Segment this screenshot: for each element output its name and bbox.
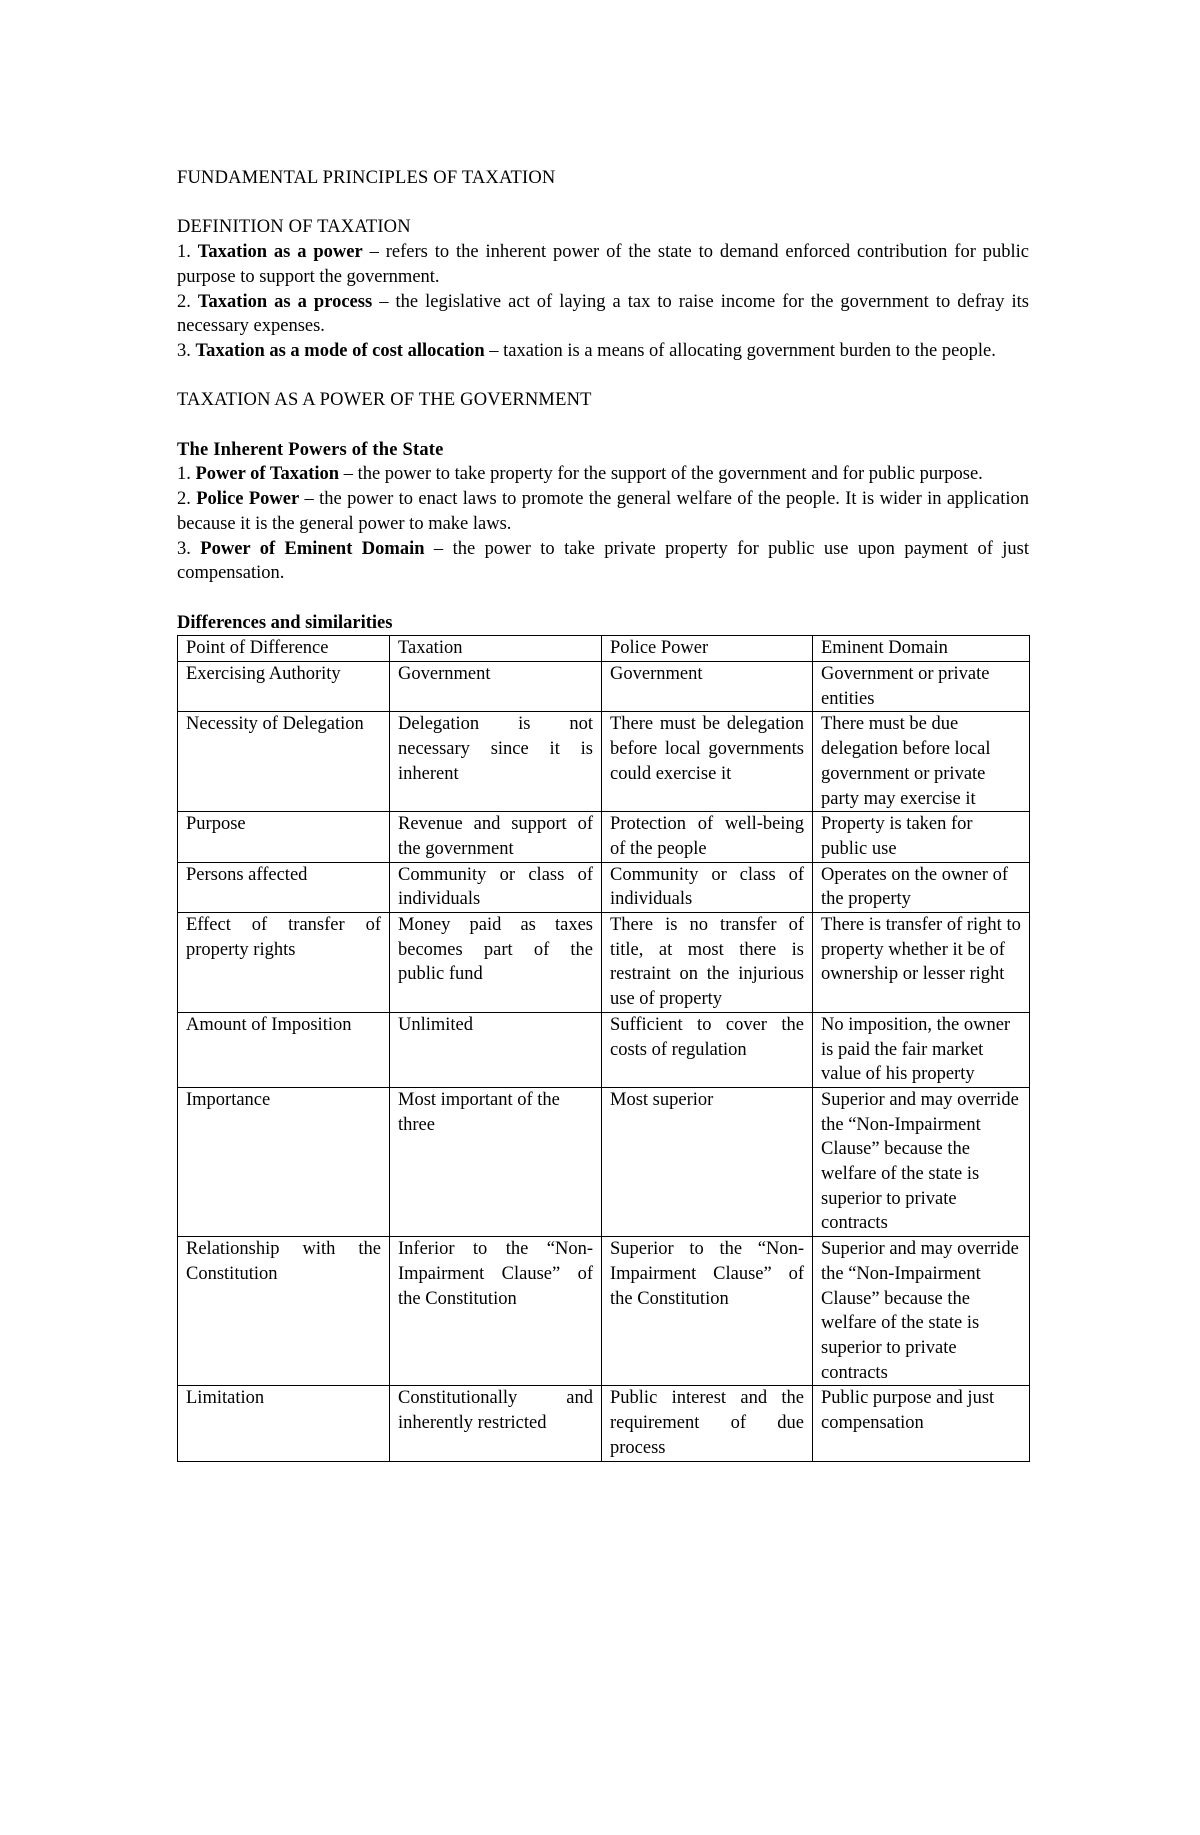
table-cell: Government <box>602 662 813 712</box>
table-cell: Persons affected <box>178 862 390 912</box>
table-row <box>178 712 1030 812</box>
table-cell: Revenue and support of the government <box>390 812 602 862</box>
table-cell: Effect of transfer of property rights <box>178 913 390 1013</box>
table-row <box>178 812 1030 862</box>
table-header-row <box>178 636 1030 662</box>
item-term: Taxation as a process <box>197 291 373 312</box>
table-cell: Inferior to the “Non-Impairment Clause” of the Constitution <box>390 1237 602 1386</box>
table-cell: Public purpose and just compensation <box>813 1386 1030 1461</box>
item-number: 2. <box>177 291 198 312</box>
table-cell: Community or class of individuals <box>602 862 813 912</box>
table-cell: Necessity of Delegation <box>178 712 390 812</box>
item-number: 1. <box>177 242 198 263</box>
table-cell: Superior to the “Non-Impairment Clause” of the Constitution <box>602 1237 813 1386</box>
table-cell: Community or class of individuals <box>390 862 602 912</box>
item-term: Power of Eminent Domain <box>200 538 425 559</box>
table-row <box>178 1386 1030 1461</box>
spacer <box>177 191 1029 216</box>
differences-table <box>177 635 1030 1461</box>
item-term: Police Power <box>196 489 300 510</box>
power-item <box>177 537 1029 586</box>
item-text: – the legislative act of laying a tax to raise income for the government to defray its necessary expenses. <box>177 291 1029 337</box>
table-cell: Sufficient to cover the costs of regulation <box>602 1012 813 1087</box>
table-cell: Superior and may override the “Non-Impairment Clause” because the welfare of the state is superior to private contracts <box>813 1237 1030 1386</box>
table-cell: Constitutionally and inherently restricted <box>390 1386 602 1461</box>
item-number: 1. <box>177 464 196 485</box>
table-cell: Relationship with the Constitution <box>178 1237 390 1386</box>
table-cell: There must be due delegation before local government or private party may exercise it <box>813 712 1030 812</box>
power-item <box>177 462 1029 487</box>
definition-item <box>177 339 1029 364</box>
item-text: – the power to take property for the support of the government and for public purpose. <box>339 464 983 485</box>
table-row <box>178 1237 1030 1386</box>
power-section-heading: TAXATION AS A POWER OF THE GOVERNMENT <box>177 390 592 411</box>
document-title: FUNDAMENTAL PRINCIPLES OF TAXATION <box>177 168 556 188</box>
spacer <box>177 364 1029 389</box>
definition-heading: DEFINITION OF TAXATION <box>177 217 411 238</box>
power-item <box>177 487 1029 536</box>
table-cell: Amount of Imposition <box>178 1012 390 1087</box>
table-cell: Superior and may override the “Non-Impairment Clause” because the welfare of the state is superior to private contracts <box>813 1087 1030 1236</box>
document-page <box>177 166 1029 1462</box>
table-cell: Most important of the three <box>390 1087 602 1236</box>
table-title: Differences and similarities <box>177 612 393 633</box>
definition-item <box>177 240 1029 289</box>
table-cell: Protection of well-being of the people <box>602 812 813 862</box>
item-term: Taxation as a power <box>197 242 363 263</box>
header-cell: Taxation <box>390 636 602 662</box>
spacer <box>177 586 1029 611</box>
item-text: – the power to enact laws to promote the general welfare of the people. It is wider in application because it is the general power to make laws. <box>177 489 1030 534</box>
table-cell: Operates on the owner of the property <box>813 862 1030 912</box>
table-cell: Importance <box>178 1087 390 1236</box>
table-cell: There is no transfer of title, at most there is restraint on the injurious use of property <box>602 913 813 1013</box>
definition-item <box>177 290 1029 339</box>
power-section-subheading: The Inherent Powers of the State <box>177 439 444 460</box>
table-cell: No imposition, the owner is paid the fair market value of his property <box>813 1012 1030 1087</box>
table-cell: Unlimited <box>390 1012 602 1087</box>
table-cell: Exercising Authority <box>178 662 390 712</box>
item-term: Power of Taxation <box>195 464 340 485</box>
table-row <box>178 1087 1030 1236</box>
item-number: 3. <box>177 340 196 361</box>
table-cell: Property is taken for public use <box>813 812 1030 862</box>
table-cell: Public interest and the requirement of due process <box>602 1386 813 1461</box>
table-cell: Government <box>390 662 602 712</box>
item-number: 3. <box>177 538 201 559</box>
item-term: Taxation as a mode of cost allocation <box>195 340 485 361</box>
table-cell: Most superior <box>602 1087 813 1236</box>
table-row <box>178 913 1030 1013</box>
spacer <box>177 413 1029 438</box>
table-row <box>178 662 1030 712</box>
table-cell: Purpose <box>178 812 390 862</box>
table-row <box>178 862 1030 912</box>
header-cell: Eminent Domain <box>813 636 1030 662</box>
header-cell: Police Power <box>602 636 813 662</box>
item-text: – taxation is a means of allocating government burden to the people. <box>484 340 996 361</box>
table-cell: Money paid as taxes becomes part of the public fund <box>390 913 602 1013</box>
item-text: – refers to the inherent power of the state to demand enforced contribution for public purpose to support the government. <box>177 242 1029 287</box>
table-cell: Delegation is not necessary since it is inherent <box>390 712 602 812</box>
table-cell: Limitation <box>178 1386 390 1461</box>
table-cell: Government or private entities <box>813 662 1030 712</box>
table-row <box>178 1012 1030 1087</box>
item-number: 2. <box>177 489 197 510</box>
header-cell: Point of Difference <box>178 636 390 662</box>
table-cell: There is transfer of right to property whether it be of ownership or lesser right <box>813 913 1030 1013</box>
table-cell: There must be delegation before local governments could exercise it <box>602 712 813 812</box>
item-text: – the power to take private property for public use upon payment of just compensation. <box>177 538 1030 584</box>
